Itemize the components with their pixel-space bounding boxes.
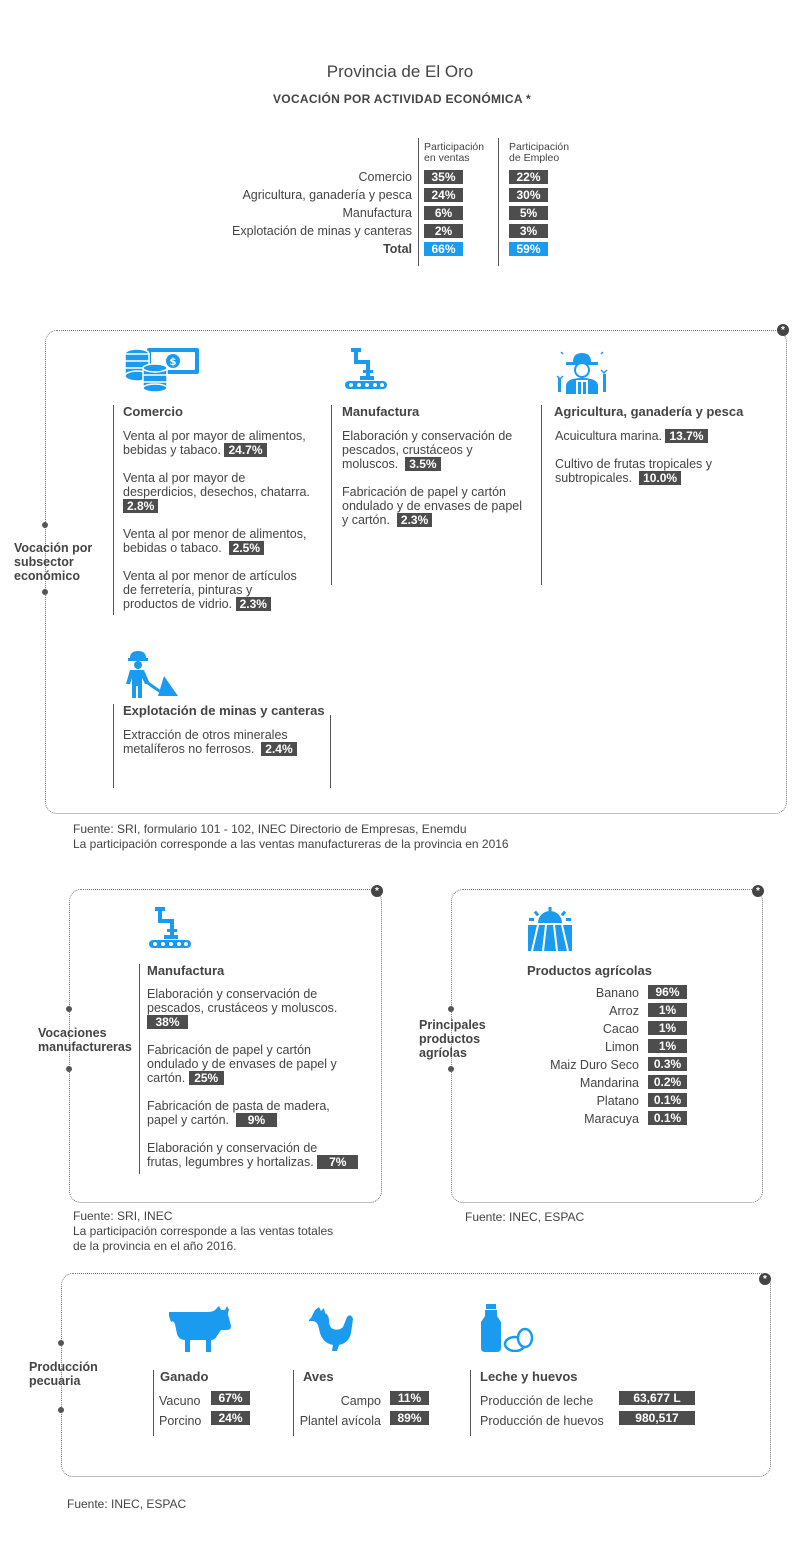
connector-dot bbox=[448, 1066, 454, 1072]
comercio-title: Comercio bbox=[123, 404, 183, 419]
list-item-label: Plantel avícola bbox=[299, 1414, 381, 1428]
agricolas-side-label: Principales productos agríolas bbox=[419, 1018, 486, 1060]
list-item: Acuicultura marina. 13.7% bbox=[555, 429, 775, 443]
info-marker: * bbox=[752, 885, 764, 897]
farmer-icon bbox=[556, 350, 608, 394]
list-item-label: Porcino bbox=[159, 1414, 202, 1428]
connector-dot bbox=[66, 1006, 72, 1012]
list-item-value: 1% bbox=[648, 1003, 687, 1017]
list-item-value: 1% bbox=[648, 1039, 687, 1053]
robot-arm-conveyor-icon bbox=[147, 905, 193, 951]
list-item-label: Producción de huevos bbox=[480, 1414, 604, 1428]
list-item-value: 0.1% bbox=[648, 1093, 687, 1107]
page-subtitle: VOCACIÓN POR ACTIVIDAD ECONÓMICA * bbox=[273, 92, 531, 106]
list-item-value: 67% bbox=[211, 1391, 250, 1405]
connector-dot bbox=[448, 1006, 454, 1012]
summary-ventas-value: 35% bbox=[424, 170, 463, 184]
source-note: Fuente: SRI, formulario 101 - 102, INEC Directorio de Empresas, Enemdu La participación corresponde a las ventas manufactureras de la provincia en 2016 bbox=[73, 822, 509, 851]
info-marker: * bbox=[371, 885, 383, 897]
coins-money-icon bbox=[123, 346, 201, 392]
source-note: Fuente: INEC, ESPAC bbox=[465, 1210, 585, 1224]
list-item: Venta al por menor de artículos de ferretería, pinturas y productos de vidrio. 2.3% bbox=[123, 569, 297, 611]
rooster-icon bbox=[309, 1306, 355, 1352]
list-item-value: 1% bbox=[648, 1021, 687, 1035]
list-item-value: 0.1% bbox=[648, 1111, 687, 1125]
vocaciones-title: Manufactura bbox=[147, 963, 225, 978]
list-item-label: Arroz bbox=[609, 1004, 639, 1018]
connector-dot bbox=[58, 1340, 64, 1346]
source-note: Fuente: SRI, INEC La participación corresponde a las ventas totales de la provincia en el año 2016. bbox=[73, 1209, 334, 1253]
summary-label: Comercio bbox=[358, 170, 412, 184]
list-item-label: Maracuya bbox=[584, 1112, 639, 1126]
list-item: Venta al por mayor de alimentos, bebidas y tabaco. 24.7% bbox=[123, 429, 306, 457]
list-item-label: Banano bbox=[595, 986, 639, 1000]
col-header-ventas: Participación en ventas bbox=[424, 141, 485, 164]
summary-empleo-value: 30% bbox=[509, 188, 548, 202]
list-item: Venta al por mayor de desperdicios, desechos, chatarra. 2.8% bbox=[123, 471, 310, 513]
list-item-label: Maiz Duro Seco bbox=[550, 1058, 639, 1072]
svg-text:$: $ bbox=[169, 357, 177, 368]
list-item-label: Platano bbox=[596, 1094, 639, 1108]
summary-ventas-value: 6% bbox=[424, 206, 463, 220]
summary-total-ventas: 66% bbox=[424, 242, 463, 256]
sun-field-icon bbox=[526, 907, 574, 951]
minas-title: Explotación de minas y canteras bbox=[123, 703, 325, 718]
connector-dot bbox=[66, 1066, 72, 1072]
cow-icon bbox=[165, 1306, 231, 1352]
summary-empleo-value: 3% bbox=[509, 224, 548, 238]
list-item: Fabricación de papel y cartón ondulado y de envases de papel y cartón. 2.3% bbox=[342, 485, 523, 527]
summary-total-empleo: 59% bbox=[509, 242, 548, 256]
list-item: Cultivo de frutas tropicales y subtropicales. 10.0% bbox=[555, 457, 713, 485]
list-item-label: Producción de leche bbox=[480, 1394, 594, 1408]
summary-empleo-value: 22% bbox=[509, 170, 548, 184]
info-marker: * bbox=[777, 324, 789, 336]
ganado-title: Ganado bbox=[160, 1369, 209, 1384]
list-item-value: 0.3% bbox=[648, 1057, 687, 1071]
list-item-label: Limon bbox=[604, 1040, 639, 1054]
connector-dot bbox=[42, 589, 48, 595]
summary-label: Agricultura, ganadería y pesca bbox=[242, 188, 412, 202]
manufactura-title: Manufactura bbox=[342, 404, 420, 419]
robot-arm-conveyor-icon bbox=[343, 346, 389, 392]
col-header-empleo: Participación de Empleo bbox=[509, 141, 570, 164]
list-item: Extracción de otros minerales metalíferos no ferrosos. 2.4% bbox=[123, 728, 323, 756]
summary-label: Explotación de minas y canteras bbox=[232, 224, 412, 238]
page-title: Provincia de El Oro bbox=[326, 62, 474, 81]
subsector-side-label: Vocación por subsector económico bbox=[14, 541, 93, 583]
list-item: Fabricación de pasta de madera, papel y cartón. 9% bbox=[147, 1099, 330, 1127]
list-item: Fabricación de papel y cartón ondulado y de envases de papel y cartón. 25% bbox=[147, 1043, 337, 1085]
summary-ventas-value: 24% bbox=[424, 188, 463, 202]
list-item: Elaboración y conservación de pescados, crustáceos y moluscos. 38% bbox=[147, 987, 338, 1029]
list-item-label: Vacuno bbox=[159, 1394, 201, 1408]
list-item: Venta al por menor de alimentos, bebidas o tabaco. 2.5% bbox=[123, 527, 307, 555]
agricolas-title: Productos agrícolas bbox=[527, 963, 652, 978]
list-item-label: Cacao bbox=[602, 1022, 639, 1036]
info-marker: * bbox=[759, 1273, 771, 1285]
connector-dot bbox=[58, 1407, 64, 1413]
list-item-value: 24% bbox=[211, 1411, 250, 1425]
leche-title: Leche y huevos bbox=[480, 1369, 578, 1384]
miner-icon bbox=[124, 650, 180, 700]
list-item-label: Mandarina bbox=[579, 1076, 639, 1090]
vocaciones-side-label: Vocaciones manufactureras bbox=[38, 1026, 132, 1054]
list-item-value: 96% bbox=[648, 985, 687, 999]
list-item-value: 89% bbox=[390, 1411, 429, 1425]
summary-ventas-value: 2% bbox=[424, 224, 463, 238]
summary-empleo-value: 5% bbox=[509, 206, 548, 220]
pecuaria-side-label: Producción pecuaria bbox=[29, 1360, 98, 1388]
list-item: Elaboración y conservación de frutas, legumbres y hortalizas. 7% bbox=[147, 1141, 372, 1169]
summary-total-label: Total bbox=[383, 242, 412, 256]
list-item-value: 980,517 bbox=[619, 1411, 695, 1425]
list-item: Elaboración y conservación de pescados, crustáceos y moluscos. 3.5% bbox=[342, 429, 513, 471]
agricultura-title: Agricultura, ganadería y pesca bbox=[554, 404, 744, 419]
milk-eggs-icon bbox=[481, 1304, 533, 1352]
list-item-label: Campo bbox=[340, 1394, 381, 1408]
summary-label: Manufactura bbox=[342, 206, 412, 220]
list-item-value: 0.2% bbox=[648, 1075, 687, 1089]
list-item-value: 63,677 L bbox=[619, 1391, 695, 1405]
list-item-value: 11% bbox=[390, 1391, 429, 1405]
source-note: Fuente: INEC, ESPAC bbox=[67, 1497, 187, 1511]
connector-dot bbox=[42, 522, 48, 528]
aves-title: Aves bbox=[303, 1369, 334, 1384]
